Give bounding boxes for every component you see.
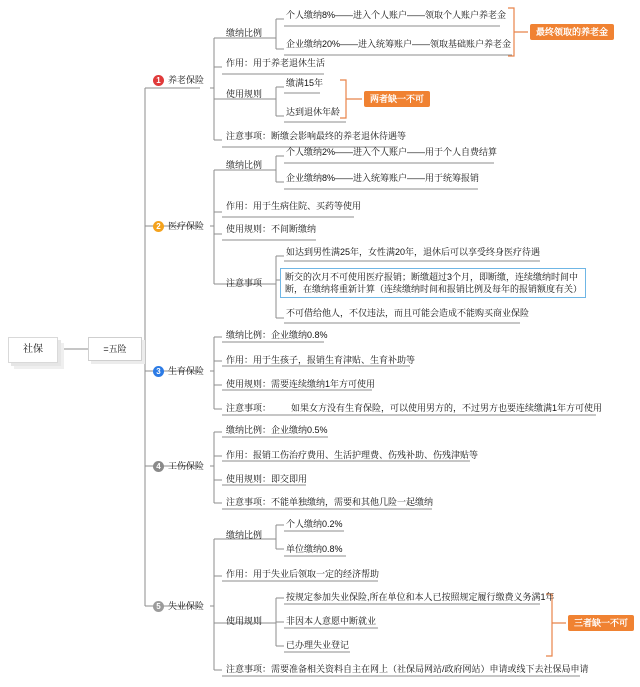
pension-contrib-personal[interactable]: 个人缴纳8%——进入个人账户——领取个人账户养老金 xyxy=(286,10,507,20)
branch-medical[interactable] xyxy=(153,220,204,232)
unemployment-rule-label[interactable]: 使用规则 xyxy=(226,616,263,626)
unemployment-contrib-company[interactable]: 单位缴纳0.8% xyxy=(286,544,343,554)
pension-rule-label[interactable]: 使用规则 xyxy=(226,89,263,99)
branch-medical-label: 医疗保险 xyxy=(168,221,205,231)
medical-contrib-company[interactable]: 企业缴纳8%——进入统筹账户——用于统筹报销 xyxy=(286,173,480,183)
pension-use[interactable]: 作用：用于养老退休生活 xyxy=(226,58,326,68)
unemployment-contrib-label[interactable]: 缴纳比例 xyxy=(226,530,263,540)
branch-3-spine xyxy=(210,337,222,409)
branch-maternity[interactable] xyxy=(153,365,204,377)
injury-contrib[interactable]: 缴纳比例：企业缴纳0.5% xyxy=(226,425,328,435)
pension-contrib-company[interactable]: 企业缴纳20%——进入统筹账户——领取基础账户养老金 xyxy=(286,39,512,49)
branch-pension-label: 养老保险 xyxy=(168,75,205,85)
number-1-icon: 1 xyxy=(153,75,164,86)
branch-work-injury[interactable] xyxy=(153,460,204,472)
maternity-use[interactable]: 作用：用于生孩子，报销生育津贴、生育补助等 xyxy=(226,355,416,365)
maternity-contrib[interactable]: 缴纳比例：企业缴纳0.8% xyxy=(226,330,328,340)
medical-note-interruption[interactable]: 断交的次月不可使用医疗报销；断缴超过3个月，即断缴，连续缴纳时间中断，在缴纳将重新计算（连续缴纳时间和报销比例及每年的报销额度有关） xyxy=(280,268,586,298)
unemployment-three-required-tag: 三者缺一不可 xyxy=(568,615,634,631)
medical-note-lifetime[interactable]: 如达到男性满25年，女性满20年，退休后可以享受终身医疗待遇 xyxy=(286,247,541,257)
branch-2-spine xyxy=(210,170,222,284)
bracket-branch-5-rule xyxy=(546,594,566,656)
bracket-branch-1-rule xyxy=(340,80,362,118)
medical-contrib-personal[interactable]: 个人缴纳2%——进入个人账户——用于个人自费结算 xyxy=(286,147,498,157)
injury-note[interactable]: 注意事项：不能单独缴纳，需要和其他几险一起缴纳 xyxy=(226,497,434,507)
unemployment-contrib-personal[interactable]: 个人缴纳0.2% xyxy=(286,519,343,529)
branch-unemployment-label: 失业保险 xyxy=(168,601,205,611)
branch-4-spine xyxy=(210,432,222,503)
unemployment-rule-1-year[interactable]: 按规定参加失业保险,所在单位和本人已按照规定履行缴费义务满1年 xyxy=(286,592,555,602)
five-insurances-node[interactable]: =五险 xyxy=(88,337,142,361)
pension-rule-15-years[interactable]: 缴满15年 xyxy=(286,78,324,88)
branch-pension[interactable] xyxy=(153,74,204,86)
pension-rule-retire-age[interactable]: 达到退休年龄 xyxy=(286,107,341,117)
branch-unemployment[interactable] xyxy=(153,600,204,612)
number-4-icon: 4 xyxy=(153,461,164,472)
injury-use[interactable]: 作用：报销工伤治疗费用、生活护理费、伤残补助、伤残津贴等 xyxy=(226,450,479,460)
unemployment-rule-registered[interactable]: 已办理失业登记 xyxy=(286,640,350,650)
unemployment-use[interactable]: 作用：用于失业后领取一定的经济帮助 xyxy=(226,569,380,579)
branch-work-injury-label: 工伤保险 xyxy=(168,461,205,471)
maternity-rule[interactable]: 使用规则：需要连续缴纳1年方可使用 xyxy=(226,379,376,389)
number-5-icon: 5 xyxy=(153,601,164,612)
medical-note-no-lending[interactable]: 不可借给他人，不仅违法，而且可能会造成不能购买商业保险 xyxy=(286,308,530,318)
maternity-note[interactable]: 注意事项： 如果女方没有生育保险，可以使用男方的，不过男方也要连续缴满1年方可使用 xyxy=(226,403,603,413)
root-node-social-insurance[interactable]: 社保 xyxy=(8,337,58,363)
branch-maternity-label: 生育保险 xyxy=(168,366,205,376)
medical-rule[interactable]: 使用规则：不间断缴纳 xyxy=(226,224,317,234)
number-3-icon: 3 xyxy=(153,366,164,377)
medical-note-label[interactable]: 注意事项 xyxy=(226,278,263,288)
medical-use[interactable]: 作用：用于生病住院、买药等使用 xyxy=(226,201,362,211)
unemployment-note[interactable]: 注意事项：需要准备相关资料自主在网上（社保局网站/政府网站）申请或线下去社保局申请 xyxy=(226,664,589,674)
pension-note[interactable]: 注意事项：断缴会影响最终的养老退休待遇等 xyxy=(226,131,407,141)
unemployment-rule-involuntary[interactable]: 非因本人意愿中断就业 xyxy=(286,616,377,626)
pension-both-required-tag: 两者缺一不可 xyxy=(364,91,430,107)
pension-contrib-label[interactable]: 缴纳比例 xyxy=(226,28,263,38)
medical-contrib-label[interactable]: 缴纳比例 xyxy=(226,160,263,170)
branch-1-spine xyxy=(210,38,222,140)
injury-rule[interactable]: 使用规则：即交即用 xyxy=(226,474,308,484)
pension-final-tag: 最终领取的养老金 xyxy=(530,24,614,40)
number-2-icon: 2 xyxy=(153,221,164,232)
branch-5-spine xyxy=(210,539,222,670)
